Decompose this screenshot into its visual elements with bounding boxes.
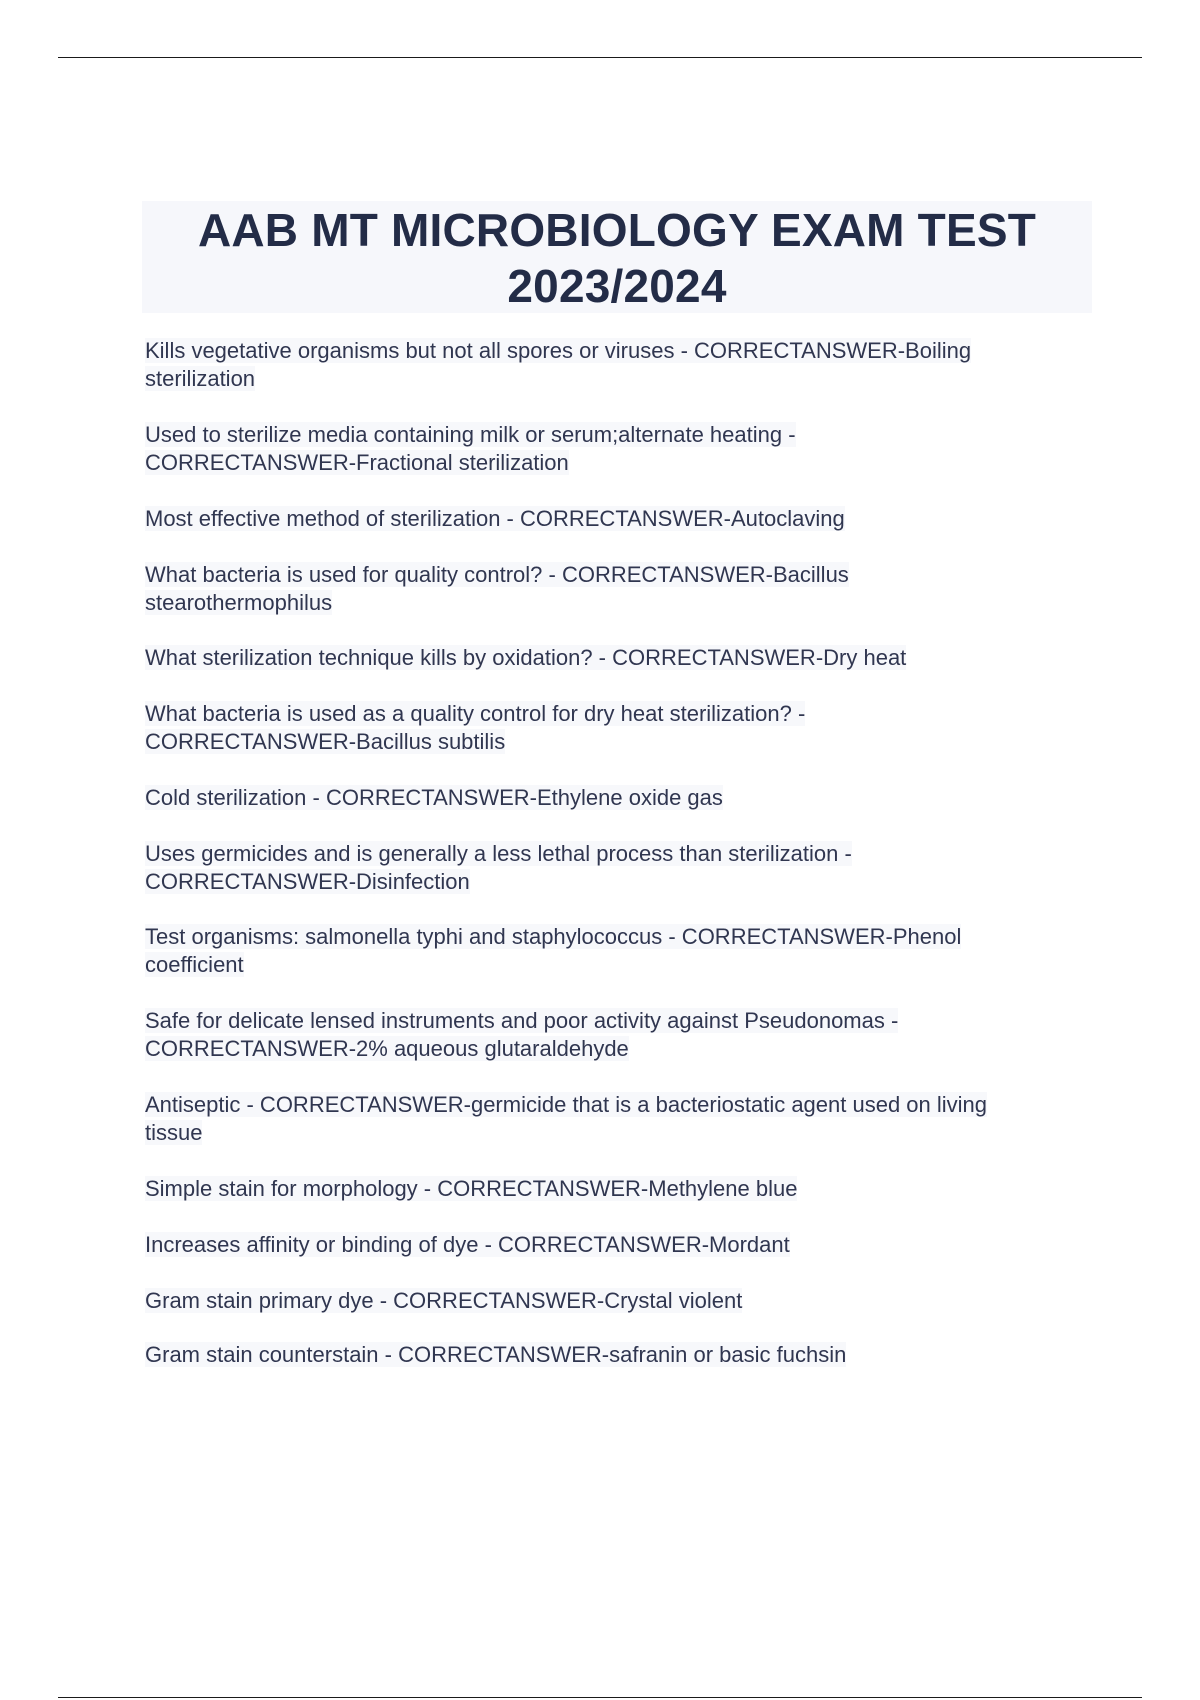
- qa-line: Gram stain primary dye - CORRECTANSWER-Crystal violent: [145, 1288, 743, 1313]
- qa-item: [145, 1007, 898, 1063]
- qa-item: [145, 644, 906, 672]
- qa-line: Used to sterilize media containing milk or serum;alternate heating -: [145, 422, 796, 447]
- qa-line: Increases affinity or binding of dye - CORRECTANSWER-Mordant: [145, 1232, 790, 1257]
- qa-line: CORRECTANSWER-Disinfection: [145, 869, 470, 894]
- qa-line: Kills vegetative organisms but not all spores or viruses - CORRECTANSWER-Boiling: [145, 338, 972, 363]
- title-block: [142, 201, 1092, 313]
- qa-item: [145, 700, 805, 756]
- qa-line: What bacteria is used as a quality control for dry heat sterilization? -: [145, 701, 806, 726]
- qa-item: [145, 1341, 846, 1369]
- header-rule: [58, 57, 1142, 58]
- qa-line: Simple stain for morphology - CORRECTANSWER-Methylene blue: [145, 1176, 798, 1201]
- qa-line: Safe for delicate lensed instruments and poor activity against Pseudonomas -: [145, 1008, 899, 1033]
- qa-line: CORRECTANSWER-Bacillus subtilis: [145, 729, 506, 754]
- qa-item: [145, 923, 961, 979]
- title-line-2: 2023/2024: [507, 260, 727, 312]
- qa-item: [145, 784, 723, 812]
- qa-line: Uses germicides and is generally a less lethal process than sterilization -: [145, 841, 852, 866]
- document-title: [142, 202, 1092, 314]
- qa-line: Antiseptic - CORRECTANSWER-germicide that is a bacteriostatic agent used on living: [145, 1092, 988, 1117]
- qa-line: tissue: [145, 1120, 203, 1145]
- qa-line: Test organisms: salmonella typhi and staphylococcus - CORRECTANSWER-Phenol: [145, 924, 962, 949]
- qa-item: [145, 337, 971, 393]
- title-line-1: AAB MT MICROBIOLOGY EXAM TEST: [197, 204, 1037, 256]
- qa-line: What sterilization technique kills by oxidation? - CORRECTANSWER-Dry heat: [145, 645, 907, 670]
- qa-item: [145, 840, 852, 896]
- qa-line: Cold sterilization - CORRECTANSWER-Ethylene oxide gas: [145, 785, 723, 810]
- qa-line: CORRECTANSWER-2% aqueous glutaraldehyde: [145, 1036, 629, 1061]
- qa-line: sterilization: [145, 366, 256, 391]
- qa-line: coefficient: [145, 952, 244, 977]
- qa-item: [145, 561, 849, 617]
- qa-line: CORRECTANSWER-Fractional sterilization: [145, 450, 569, 475]
- qa-line: stearothermophilus: [145, 590, 333, 615]
- qa-item: [145, 421, 796, 477]
- qa-line: What bacteria is used for quality control? - CORRECTANSWER-Bacillus: [145, 562, 849, 587]
- qa-item: [145, 1091, 987, 1147]
- footer-rule: [58, 1697, 1142, 1698]
- qa-item: [145, 1231, 790, 1259]
- qa-line: Most effective method of sterilization - CORRECTANSWER-Autoclaving: [145, 506, 845, 531]
- qa-item: [145, 505, 845, 533]
- qa-line: Gram stain counterstain - CORRECTANSWER-safranin or basic fuchsin: [145, 1342, 847, 1367]
- qa-item: [145, 1287, 742, 1315]
- qa-item: [145, 1175, 797, 1203]
